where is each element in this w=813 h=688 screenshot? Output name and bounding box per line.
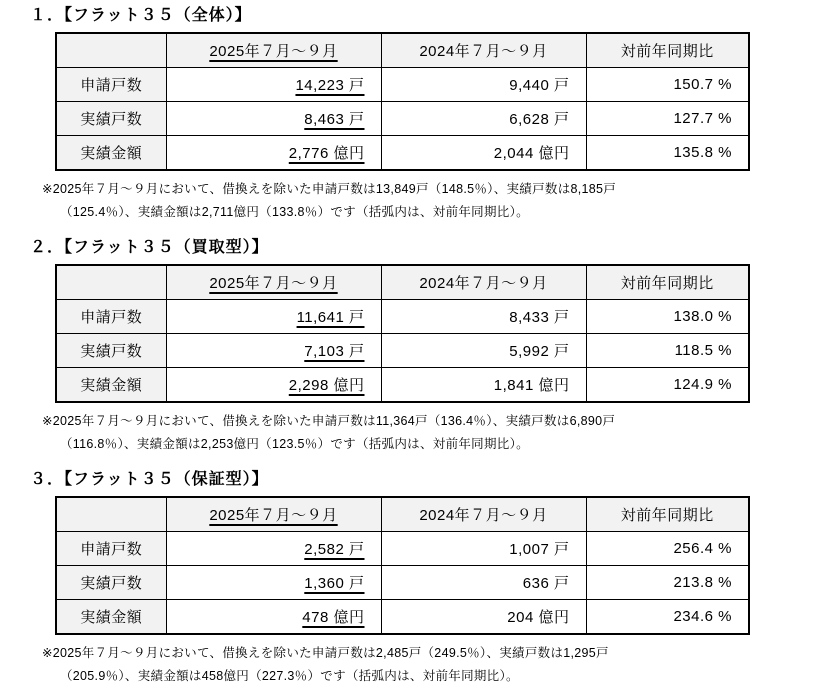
section-title: ２．【フラット３５（買取型）】 <box>30 239 269 256</box>
stats-table-overall <box>55 32 750 171</box>
table-row <box>56 334 749 368</box>
col-header-current-period: 2025年７月～９月 <box>166 33 381 68</box>
current-value: 2,582 戸 <box>166 532 381 566</box>
ratio-value: 256.4 % <box>586 532 749 566</box>
row-label: 申請戸数 <box>56 68 166 102</box>
footnote-line: ※2025年７月～９月において、借換えを除いた申請戸数は2,485戸（249.5％）、実績戸数は1,295戸 <box>42 646 609 660</box>
header-row <box>56 33 749 68</box>
corner-cell <box>56 33 166 68</box>
footnote-line: （125.4％）、実績金額は2,711億円（133.8％）です（括弧内は、対前年同期比）。 <box>60 205 529 219</box>
table-row <box>56 368 749 403</box>
current-value: 7,103 戸 <box>166 334 381 368</box>
header-row <box>56 265 749 300</box>
row-label: 申請戸数 <box>56 532 166 566</box>
current-value: 2,298 億円 <box>166 368 381 403</box>
ratio-value: 150.7 % <box>586 68 749 102</box>
stats-table-purchase <box>55 264 750 403</box>
ratio-value: 118.5 % <box>586 334 749 368</box>
footnote <box>42 410 787 456</box>
previous-value: 2,044 億円 <box>381 136 586 171</box>
row-label: 実績金額 <box>56 600 166 635</box>
footnote <box>42 642 787 688</box>
col-header-previous-period: 2024年７月～９月 <box>381 497 586 532</box>
row-label: 実績戸数 <box>56 334 166 368</box>
section-flat35-guarantee-type <box>0 469 813 688</box>
header-row <box>56 497 749 532</box>
table-row <box>56 300 749 334</box>
table-row <box>56 532 749 566</box>
row-label: 実績金額 <box>56 136 166 171</box>
section-flat35-overall <box>0 5 813 224</box>
previous-value: 636 戸 <box>381 566 586 600</box>
col-header-yoy-ratio: 対前年同期比 <box>586 497 749 532</box>
col-header-previous-period: 2024年７月～９月 <box>381 265 586 300</box>
ratio-value: 127.7 % <box>586 102 749 136</box>
previous-value: 8,433 戸 <box>381 300 586 334</box>
footnote-line: （205.9％）、実績金額は458億円（227.3％）です（括弧内は、対前年同期比）。 <box>60 669 519 683</box>
col-header-current-period: 2025年７月～９月 <box>166 497 381 532</box>
current-value: 14,223 戸 <box>166 68 381 102</box>
section-title: ３．【フラット３５（保証型）】 <box>30 471 269 488</box>
table-row <box>56 102 749 136</box>
footnote-line: ※2025年７月～９月において、借換えを除いた申請戸数は13,849戸（148.5％）、実績戸数は8,185戸 <box>42 182 617 196</box>
footnote <box>42 178 787 224</box>
corner-cell <box>56 497 166 532</box>
col-header-previous-period: 2024年７月～９月 <box>381 33 586 68</box>
footnote-line: ※2025年７月～９月において、借換えを除いた申請戸数は11,364戸（136.4％）、実績戸数は6,890戸 <box>42 414 616 428</box>
footnote-line: （116.8％）、実績金額は2,253億円（123.5％）です（括弧内は、対前年同期比）。 <box>60 437 529 451</box>
section-title: １．【フラット３５（全体）】 <box>30 7 252 24</box>
section-flat35-purchase-type <box>0 237 813 456</box>
ratio-value: 234.6 % <box>586 600 749 635</box>
current-value: 2,776 億円 <box>166 136 381 171</box>
stats-table-guarantee <box>55 496 750 635</box>
table-row <box>56 600 749 635</box>
current-value: 11,641 戸 <box>166 300 381 334</box>
current-value: 1,360 戸 <box>166 566 381 600</box>
previous-value: 1,841 億円 <box>381 368 586 403</box>
col-header-yoy-ratio: 対前年同期比 <box>586 265 749 300</box>
row-label: 実績戸数 <box>56 102 166 136</box>
row-label: 実績戸数 <box>56 566 166 600</box>
row-label: 実績金額 <box>56 368 166 403</box>
ratio-value: 138.0 % <box>586 300 749 334</box>
previous-value: 6,628 戸 <box>381 102 586 136</box>
table-row <box>56 566 749 600</box>
table-row <box>56 68 749 102</box>
current-value: 8,463 戸 <box>166 102 381 136</box>
previous-value: 9,440 戸 <box>381 68 586 102</box>
row-label: 申請戸数 <box>56 300 166 334</box>
current-value: 478 億円 <box>166 600 381 635</box>
previous-value: 1,007 戸 <box>381 532 586 566</box>
ratio-value: 135.8 % <box>586 136 749 171</box>
ratio-value: 124.9 % <box>586 368 749 403</box>
col-header-current-period: 2025年７月～９月 <box>166 265 381 300</box>
previous-value: 204 億円 <box>381 600 586 635</box>
ratio-value: 213.8 % <box>586 566 749 600</box>
col-header-yoy-ratio: 対前年同期比 <box>586 33 749 68</box>
table-row <box>56 136 749 171</box>
corner-cell <box>56 265 166 300</box>
previous-value: 5,992 戸 <box>381 334 586 368</box>
